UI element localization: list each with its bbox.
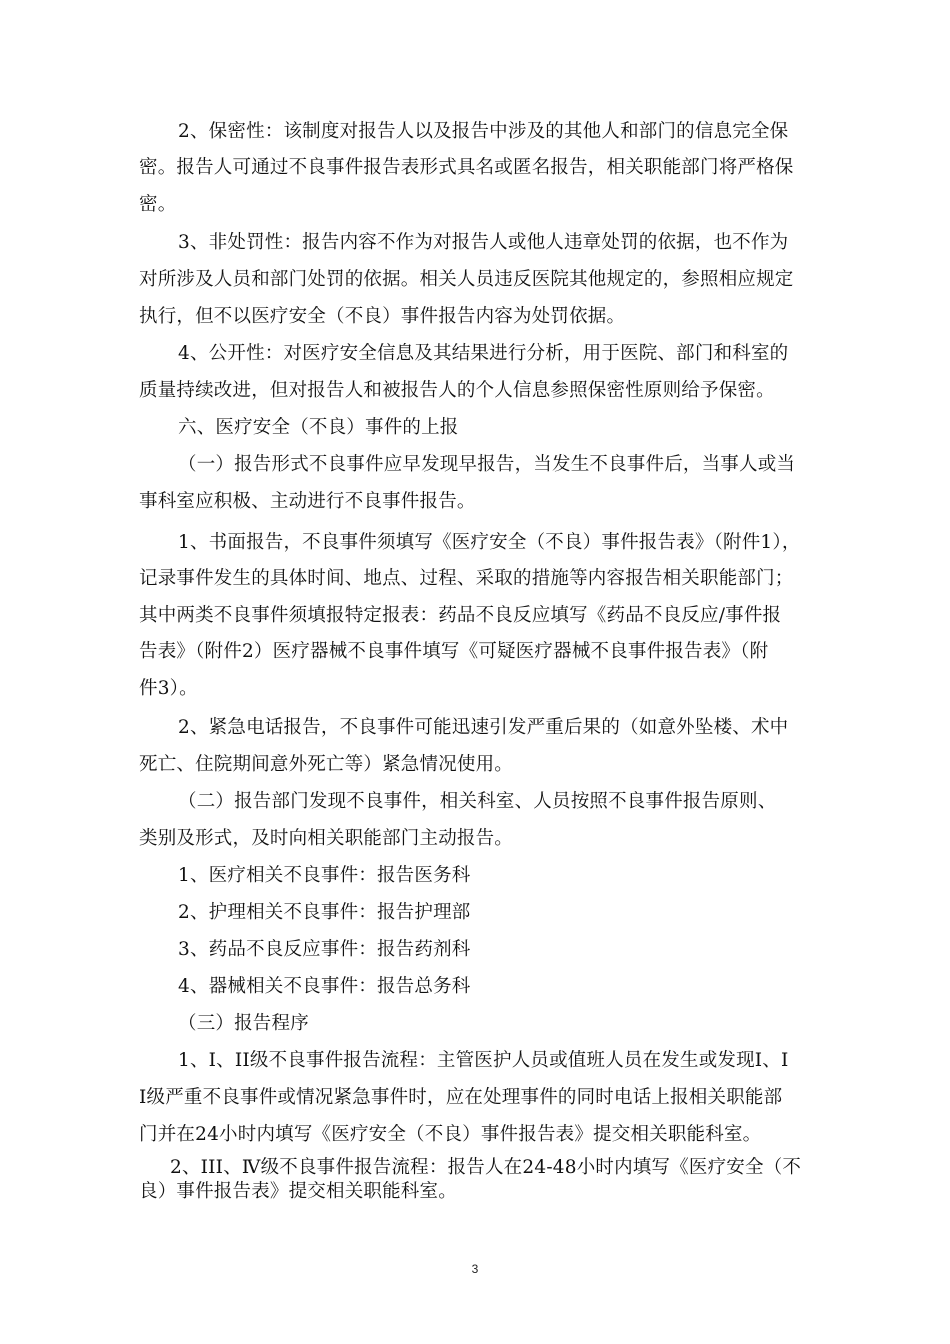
text-line: 件3）。 (139, 678, 198, 699)
text-line: 密。报告人可通过不良事件报告表形式具名或匿名报告，相关职能部门将严格保 (139, 157, 794, 178)
text-line: 质量持续改进，但对报告人和被报告人的个人信息参照保密性原则给予保密。 (139, 380, 775, 401)
list-item: 1、医疗相关不良事件：报告医务科 (178, 865, 471, 886)
text-line: （二）报告部门发现不良事件，相关科室、人员按照不良事件报告原则、 (178, 791, 777, 812)
text-line: 2、紧急电话报告，不良事件可能迅速引发严重后果的（如意外坠楼、术中 (178, 717, 789, 738)
page-number: 3 (471, 1262, 479, 1276)
text-line: 其中两类不良事件须填报特定报表：药品不良反应填写《药品不良反应/事件报 (139, 605, 782, 626)
text-line: 4、公开性：对医疗安全信息及其结果进行分析，用于医院、部门和科室的 (178, 343, 789, 364)
text-line: 1、书面报告，不良事件须填写《医疗安全（不良）事件报告表》（附件1）， (178, 532, 801, 553)
text-line: 死亡、住院期间意外死亡等）紧急情况使用。 (139, 754, 514, 775)
text-line: 2、保密性：该制度对报告人以及报告中涉及的其他人和部门的信息完全保 (178, 121, 789, 142)
list-item: 3、药品不良反应事件：报告药剂科 (178, 939, 471, 960)
text-line: 密。 (139, 194, 177, 215)
text-line: 告表》（附件2）医疗器械不良事件填写《可疑医疗器械不良事件报告表》（附 (139, 641, 769, 662)
text-line: 1、I、II级不良事件报告流程：主管医护人员或值班人员在发生或发现I、I (178, 1050, 789, 1071)
text-line: I级严重不良事件或情况紧急事件时，应在处理事件的同时电话上报相关职能部 (139, 1087, 783, 1108)
subsection-heading: （三）报告程序 (178, 1013, 309, 1034)
text-line: 3、非处罚性：报告内容不作为对报告人或他人违章处罚的依据，也不作为 (178, 232, 789, 253)
list-item: 2、护理相关不良事件：报告护理部 (178, 902, 471, 923)
text-line: 良）事件报告表》提交相关职能科室。 (139, 1181, 457, 1202)
text-line: 对所涉及人员和部门处罚的依据。相关人员违反医院其他规定的，参照相应规定 (139, 269, 794, 290)
text-line: （一）报告形式不良事件应早发现早报告，当发生不良事件后，当事人或当 (178, 454, 796, 475)
list-item: 4、器械相关不良事件：报告总务科 (178, 976, 471, 997)
text-line: 记录事件发生的具体时间、地点、过程、采取的措施等内容报告相关职能部门； (139, 568, 794, 589)
section-heading: 六、医疗安全（不良）事件的上报 (178, 417, 459, 438)
text-line: 类别及形式，及时向相关职能部门主动报告。 (139, 828, 514, 849)
text-line: 2、III、Ⅳ级不良事件报告流程：报告人在24-48小时内填写《医疗安全（不 (170, 1157, 802, 1178)
text-line: 事科室应积极、主动进行不良事件报告。 (139, 491, 476, 512)
text-line: 门并在24小时内填写《医疗安全（不良）事件报告表》提交相关职能科室。 (139, 1124, 762, 1145)
text-line: 执行，但不以医疗安全（不良）事件报告内容为处罚依据。 (139, 306, 626, 327)
